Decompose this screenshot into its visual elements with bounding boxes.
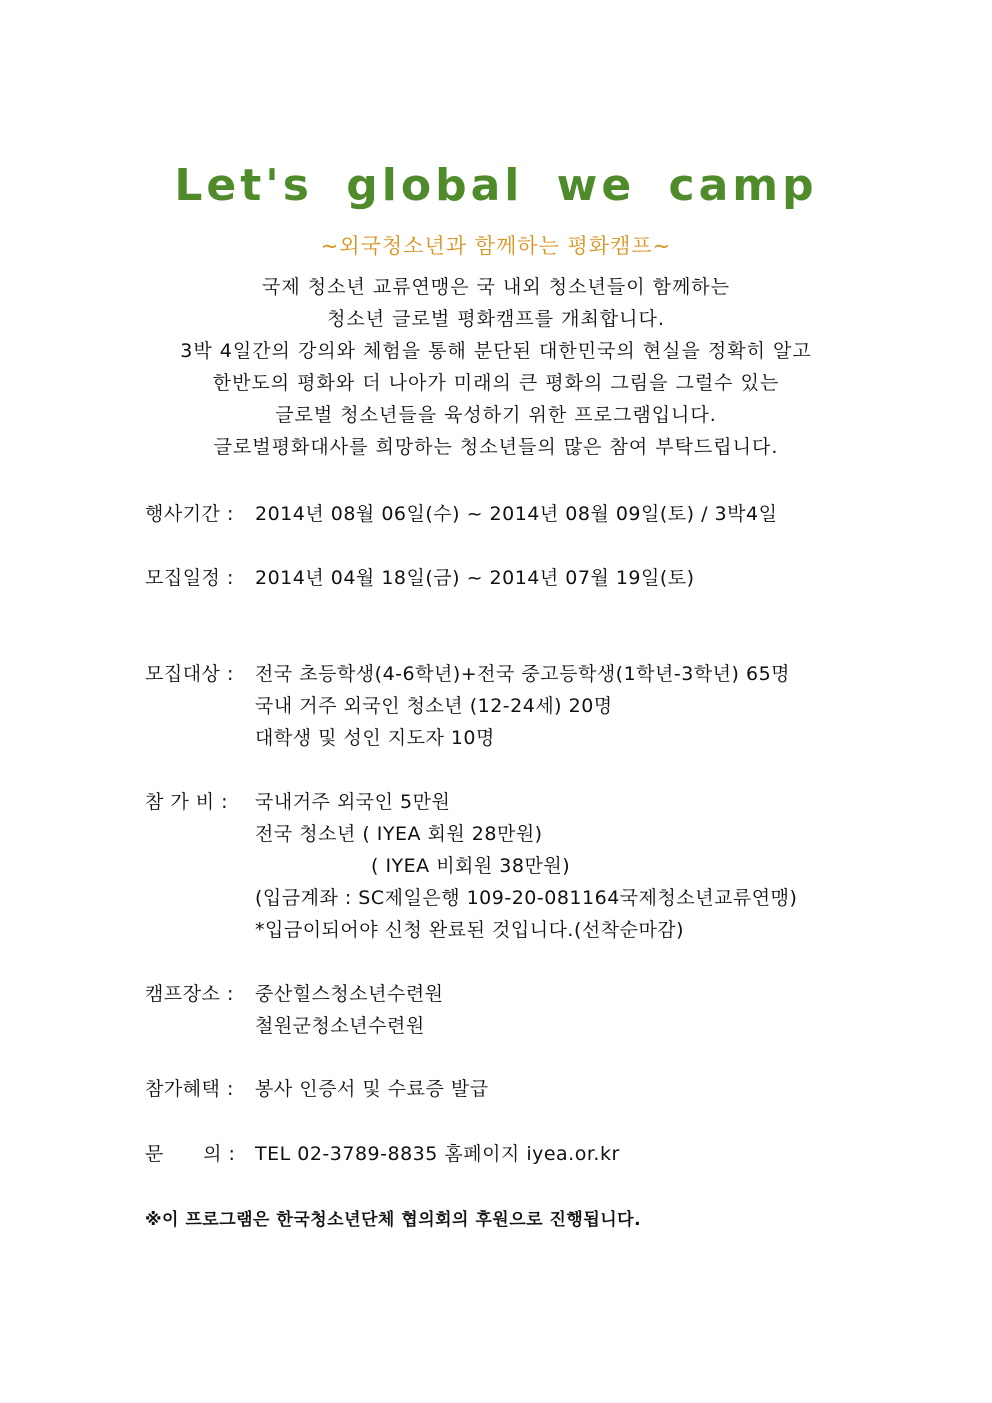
recruit-target-line: 전국 초등학생(4-6학년)+전국 중고등학생(1학년-3학년) 65명 (255, 663, 791, 685)
period-value: 2014년 08월 06일(수) ~ 2014년 08월 09일(토) / 3박4일 (255, 503, 778, 525)
bank-account-line: (입금계좌 : SC제일은행 109-20-081164국제청소년교류연맹) (255, 887, 798, 909)
intro-line: 글로벌평화대사를 희망하는 청소년들의 많은 참여 부탁드립니다. (213, 436, 779, 458)
fee-note-line: *입금이되어야 신청 완료된 것입니다.(선착순마감) (255, 919, 685, 941)
fee-label: 참 가 비 : (145, 791, 229, 813)
benefit-row (145, 1073, 489, 1105)
recruit-target-row (145, 658, 790, 754)
recruit-target-line: 국내 거주 외국인 청소년 (12-24세) 20명 (255, 695, 613, 717)
recruit-target-label: 모집대상 : (145, 663, 234, 685)
venue-line: 중산힐스청소년수련원 (255, 983, 444, 1005)
intro-line: 국제 청소년 교류연맹은 국 내외 청소년들이 함께하는 (261, 276, 731, 298)
intro-line: 3박 4일간의 강의와 체험을 통해 분단된 대한민국의 현실을 정확히 알고 (180, 340, 812, 362)
venue-label: 캠프장소 : (145, 983, 234, 1005)
venue-line: 철원군청소년수련원 (255, 1015, 425, 1037)
contact-row (145, 1138, 620, 1170)
flyer-subtitle: ~외국청소년과 함께하는 평화캠프~ (320, 234, 672, 258)
contact-label: 문 의 : (145, 1143, 236, 1165)
fee-line: 전국 청소년 ( IYEA 회원 28만원) (255, 823, 543, 845)
benefit-value: 봉사 인증서 및 수료증 발급 (255, 1078, 489, 1100)
flyer-title: Let's global we camp (174, 160, 818, 211)
fee-row (145, 786, 797, 946)
sponsor-notice: ※이 프로그램은 한국청소년단체 협의회의 후원으로 진행됩니다. (145, 1210, 642, 1230)
benefit-label: 참가혜택 : (145, 1078, 234, 1100)
recruit-schedule-row (145, 562, 695, 594)
venue-row (145, 978, 444, 1042)
intro-line: 글로벌 청소년들을 육성하기 위한 프로그램입니다. (275, 404, 717, 426)
intro-paragraph (0, 271, 992, 463)
period-label: 행사기간 : (145, 503, 234, 525)
contact-value: TEL 02-3789-8835 홈페이지 iyea.or.kr (255, 1143, 620, 1165)
intro-line: 한반도의 평화와 더 나아가 미래의 큰 평화의 그림을 그럴수 있는 (212, 372, 780, 394)
recruit-target-line: 대학생 및 성인 지도자 10명 (255, 727, 495, 749)
period-row (145, 498, 777, 530)
fee-line: ( IYEA 비회원 38만원) (371, 855, 571, 877)
fee-line: 국내거주 외국인 5만원 (255, 791, 451, 813)
recruit-schedule-label: 모집일정 : (145, 567, 234, 589)
intro-line: 청소년 글로벌 평화캠프를 개최합니다. (327, 308, 665, 330)
recruit-schedule-value: 2014년 04월 18일(금) ~ 2014년 07월 19일(토) (255, 567, 695, 589)
